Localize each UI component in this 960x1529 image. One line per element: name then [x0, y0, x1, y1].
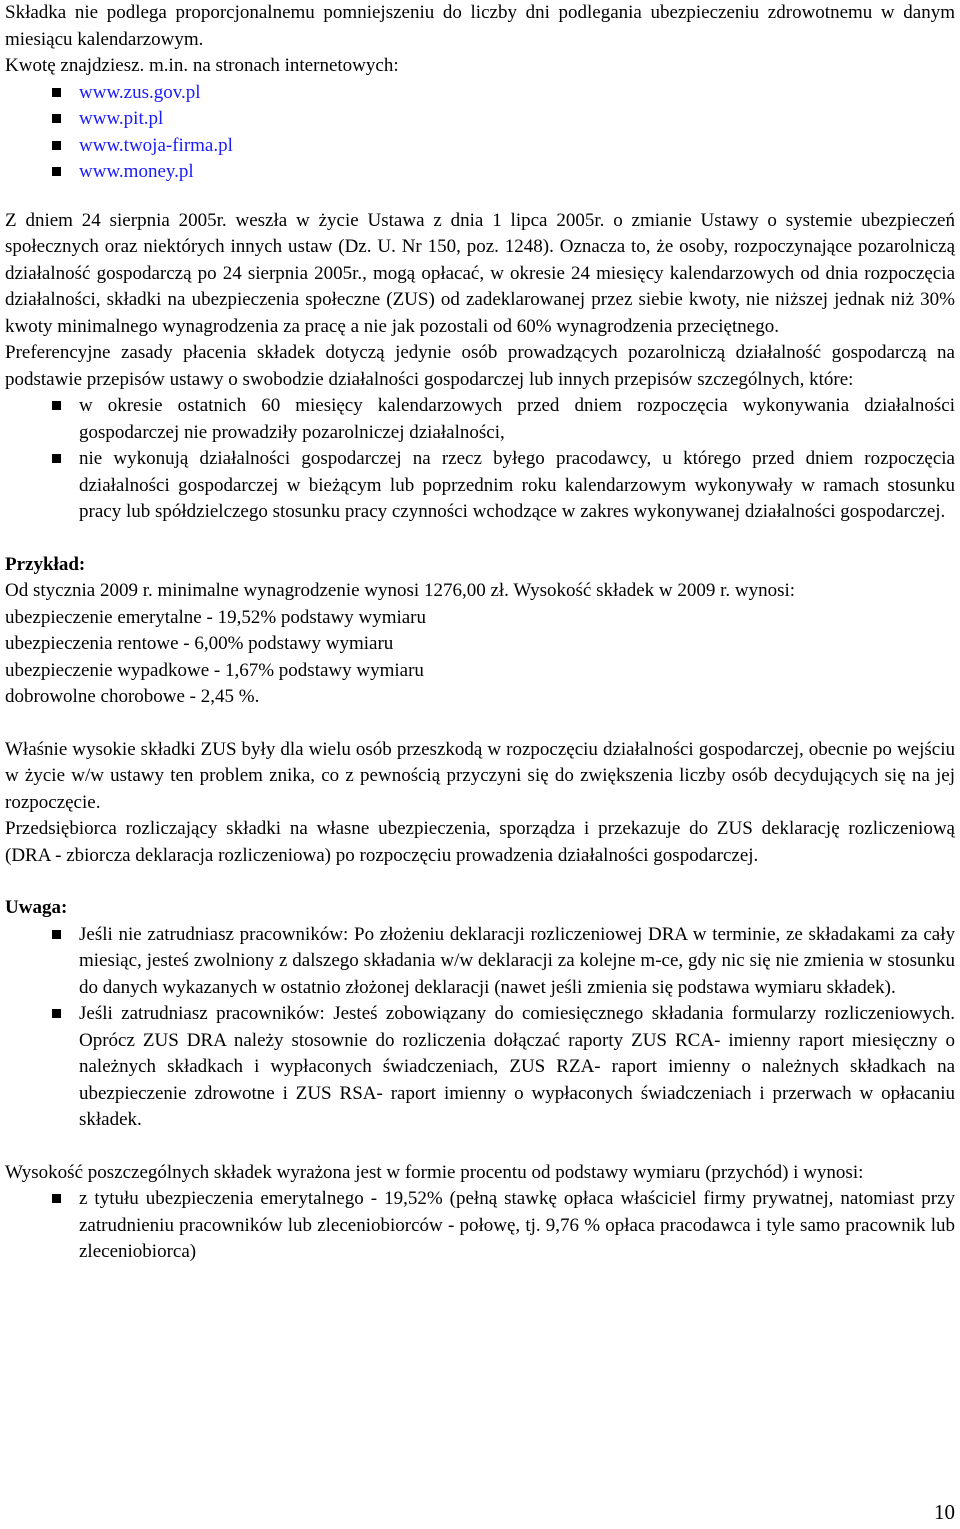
- list-item: Jeśli zatrudniasz pracowników: Jesteś zobowiązany do comiesięcznego składania formularzy rozliczeniowych. Oprócz ZUS DRA należy stosownie do rozliczenia dołączać raporty ZUS RCA- imienny raport miesięczny o należnych składkach i wypłaconych świadczeniach, ZUS RZA- raport imienny o należnych składkach na ubezpieczenie zdrowotne i ZUS RSA- raport imienny o wypłaconych świadczeniach i przerwach w opłacaniu składek.: [5, 1001, 955, 1134]
- bullet-square-icon: [52, 167, 61, 176]
- wysokosc-paragraph: Wysokość poszczególnych składek wyrażona jest w formie procentu od podstawy wymiaru (przychód) i wynosi:: [5, 1161, 864, 1183]
- przyklad-line: ubezpieczenia rentowe - 6,00% podstawy wymiaru: [5, 633, 394, 654]
- list-item: [5, 80, 955, 107]
- uwaga-heading: Uwaga:: [5, 897, 68, 918]
- przyklad-line: ubezpieczenie emerytalne - 19,52% podstawy wymiaru: [5, 606, 427, 628]
- wysokosc-list: [5, 1186, 955, 1266]
- przyklad-line: ubezpieczenie wypadkowe - 1,67% podstawy wymiaru: [5, 659, 424, 681]
- ustawa-conditions-list: [5, 393, 955, 526]
- bullet-square-icon: [52, 930, 61, 939]
- link-twoja-firma[interactable]: www.twoja-firma.pl: [79, 134, 233, 156]
- bullet-square-icon: [52, 1009, 61, 1018]
- list-item: nie wykonują działalności gospodarczej na rzecz byłego pracodawcy, u którego przed dniem rozpoczęcia działalności gospodarczej w bieżącym lub poprzednim roku kalendarzowym wykonywały w ramach stosunku pracy lub spółdzielczego stosunku pracy czynności wchodzące w zakres wykonywanej działalności gospodarczej.: [5, 446, 955, 526]
- bullet-square-icon: [52, 141, 61, 150]
- link-zus[interactable]: www.zus.gov.pl: [79, 81, 201, 103]
- bullet-square-icon: [52, 401, 61, 410]
- bullet-square-icon: [52, 454, 61, 463]
- list-item: z tytułu ubezpieczenia emerytalnego - 19,52% (pełną stawkę opłaca właściciel firmy prywatnej, natomiast przy zatrudnieniu pracowników lub zleceniobiorców - połowę, tj. 9,76 % opłaca pracodawca i tyle samo pracownik lub zleceniobiorca): [5, 1186, 955, 1266]
- preferencyjne-paragraph: Preferencyjne zasady płacenia składek dotyczą jedynie osób prowadzących pozarolniczą działalność gospodarczą na podstawie przepisów ustawy o swobodzie działalności gospodarczej lub innych przepisów szczególnych, które:: [5, 342, 955, 390]
- bullet-square-icon: [52, 114, 61, 123]
- ustawa-paragraph: Z dniem 24 sierpnia 2005r. weszła w życie Ustawa z dnia 1 lipca 2005r. o zmianie Ustawy o systemie ubezpieczeń społecznych oraz niektórych innych ustaw (Dz. U. Nr 150, poz. 1248). Oznacza to, że osoby, rozpoczynające pozarolniczą działalność gospodarczą po 24 sierpnia 2005r., mogą opłacać, w okresie 24 miesięcy kalendarzowych od dnia rozpoczęcia działalności, składki na ubezpieczenia społeczne (ZUS) od zadeklarowanej przez siebie kwoty, nie niższej jednak niż 30% kwoty minimalnego wynagrodzenia za pracę a nie jak pozostali od 60% wynagrodzenia przeciętnego.: [5, 209, 955, 337]
- page-number: 10: [934, 1499, 955, 1524]
- przyklad-line: Od stycznia 2009 r. minimalne wynagrodzenie wynosi 1276,00 zł. Wysokość składek w 2009 r. wynosi:: [5, 580, 796, 601]
- list-item: w okresie ostatnich 60 miesięcy kalendarzowych przed dniem rozpoczęcia wykonywania działalności gospodarczej nie prowadziły pozarolniczej działalności,: [5, 393, 955, 446]
- bullet-square-icon: [52, 88, 61, 97]
- uwaga-list: [5, 922, 955, 1134]
- list-item: [5, 133, 955, 160]
- intro-paragraph: Składka nie podlega proporcjonalnemu pomniejszeniu do liczby dni podlegania ubezpieczeniu zdrowotnemu w danym miesiącu kalendarzowym.: [5, 2, 955, 50]
- list-item: [5, 159, 955, 186]
- link-money[interactable]: www.money.pl: [79, 161, 194, 182]
- przyklad-line: dobrowolne chorobowe - 2,45 %.: [5, 686, 260, 707]
- links-intro: Kwotę znajdziesz. m.in. na stronach internetowych:: [5, 55, 399, 76]
- list-item: [5, 106, 955, 133]
- document-page: [5, 0, 955, 1266]
- skladki-paragraph: Właśnie wysokie składki ZUS były dla wielu osób przeszkodą w rozpoczęciu działalności gospodarczej, obecnie po wejściu w życie w/w ustawy ten problem znika, co z pewnością przyczyni się do zwiększenia liczby osób decydujących się na jej rozpoczęcie.: [5, 738, 955, 813]
- links-list: [5, 80, 955, 186]
- bullet-square-icon: [52, 1194, 61, 1203]
- przyklad-heading: Przykład:: [5, 553, 86, 575]
- list-item: Jeśli nie zatrudniasz pracowników: Po złożeniu deklaracji rozliczeniowej DRA w terminie, ze składakami za cały miesiąc, jesteś zwolniony z dalszego składania w/w deklaracji za kolejne m-ce, gdy nic się nie zmienia w stosunku do danych wykazanych w ostatnio złożonej deklaracji (nawet jeśli zmienia się podstawa wymiaru składek).: [5, 922, 955, 1002]
- link-pit[interactable]: www.pit.pl: [79, 108, 164, 129]
- dra-paragraph: Przedsiębiorca rozliczający składki na własne ubezpieczenia, sporządza i przekazuje do ZUS deklarację rozliczeniową (DRA - zbiorcza deklaracja rozliczeniowa) po rozpoczęciu prowadzenia działalności gospodarczej.: [5, 818, 955, 866]
